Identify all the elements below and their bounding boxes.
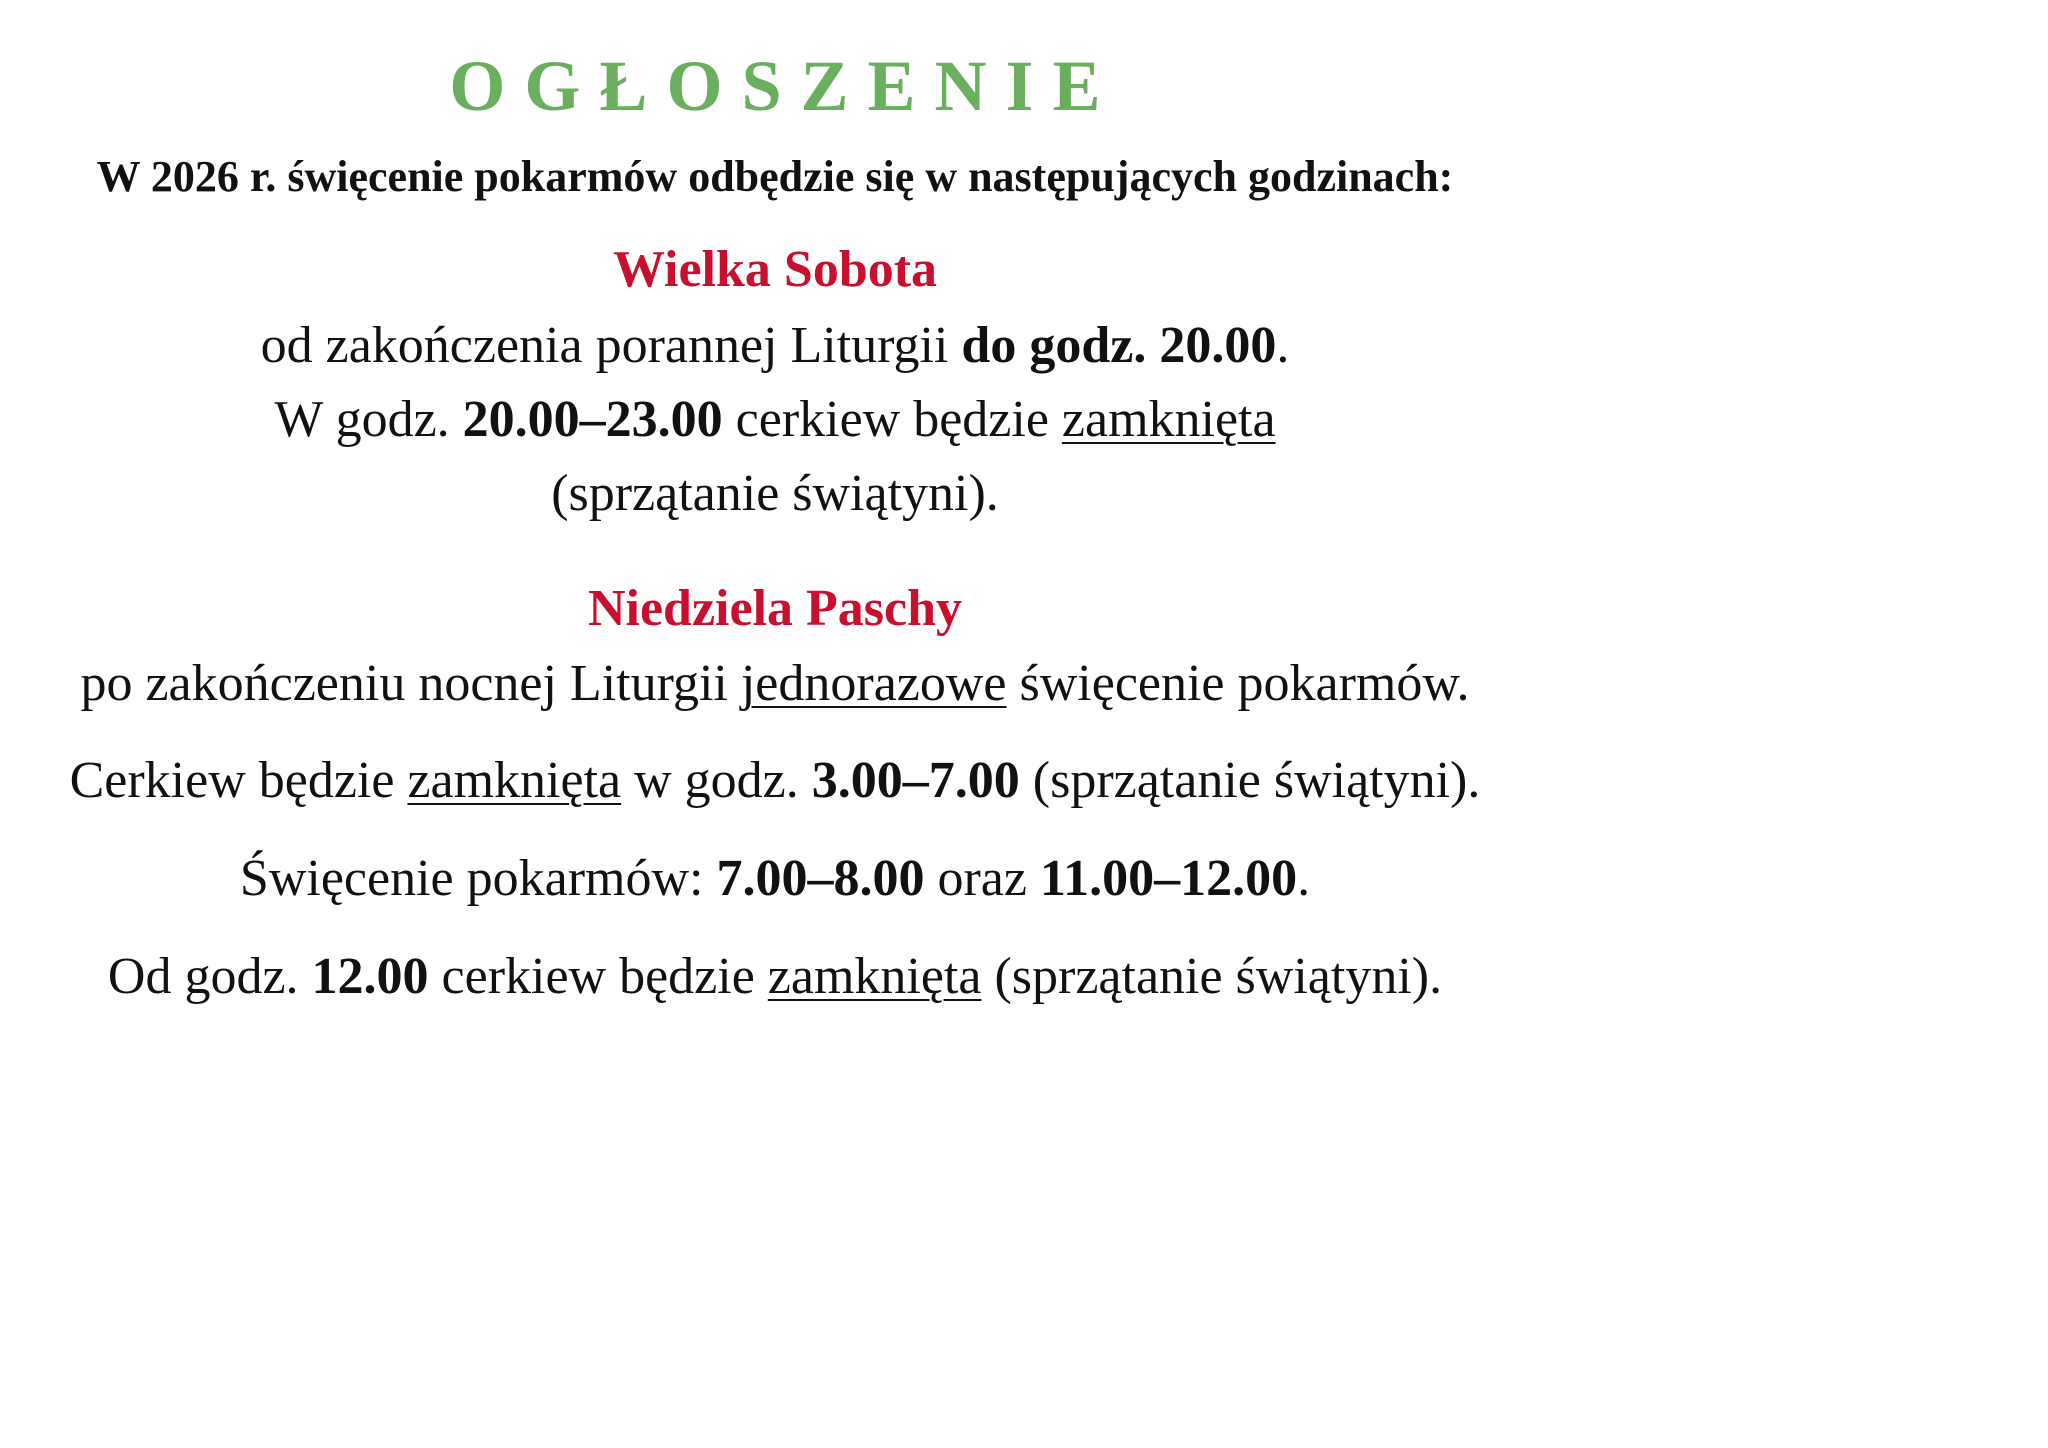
sunday-line-1-once: jednorazowe xyxy=(740,655,1007,712)
saturday-line-1-text: od zakończenia porannej Liturgii xyxy=(260,317,962,374)
saturday-line-2-closed: zamknięta xyxy=(1061,391,1276,448)
saturday-line-3: (sprzątanie świątyni). xyxy=(551,465,999,522)
sunday-line-4-text-2: cerkiew będzie xyxy=(428,948,768,1005)
saturday-line-2-text: W godz. xyxy=(274,391,463,448)
sunday-line-2-text: Cerkiew będzie xyxy=(69,752,408,809)
sunday-line-3-end: . xyxy=(1297,850,1311,907)
sunday-line-2-closed: zamknięta xyxy=(407,752,622,809)
sunday-line-2-text-3: (sprzątanie świątyni). xyxy=(1019,752,1481,809)
saturday-line-1 xyxy=(0,317,1550,374)
sunday-line-4-closed: zamknięta xyxy=(767,948,982,1005)
sunday-line-4-text-3: (sprzątanie świątyni). xyxy=(981,948,1443,1005)
sunday-line-3 xyxy=(0,850,1550,907)
sunday-line-4 xyxy=(0,948,1550,1005)
saturday-line-2-time: 20.00–23.00 xyxy=(462,391,723,448)
sunday-line-3-time-2: 11.00–12.00 xyxy=(1039,850,1298,907)
sunday-line-3-text: Święcenie pokarmów: xyxy=(239,850,717,907)
sunday-line-4-text: Od godz. xyxy=(107,948,312,1005)
sunday-heading: Niedziela Paschy xyxy=(587,580,963,637)
saturday-heading: Wielka Sobota xyxy=(612,241,938,298)
intro-text: W 2026 r. święcenie pokarmów odbędzie się w następujących godzinach: xyxy=(96,152,1454,201)
saturday-line-2-text-2: cerkiew będzie xyxy=(722,391,1062,448)
saturday-line-2 xyxy=(0,391,1550,448)
sunday-line-2-time: 3.00–7.00 xyxy=(811,752,1020,809)
sunday-line-2-text-2: w godz. xyxy=(621,752,812,809)
sunday-line-3-text-2: oraz xyxy=(924,850,1040,907)
sunday-line-3-time-1: 7.00–8.00 xyxy=(716,850,925,907)
sunday-line-2 xyxy=(0,752,1550,809)
saturday-line-1-time: do godz. 20.00 xyxy=(961,317,1277,374)
sunday-line-1 xyxy=(0,655,1550,712)
announcement-title: OGŁOSZENIE xyxy=(449,46,1120,126)
sunday-line-1-text-2: święcenie pokarmów. xyxy=(1006,655,1470,712)
saturday-line-1-end: . xyxy=(1276,317,1290,374)
sunday-line-1-text: po zakończeniu nocnej Liturgii xyxy=(80,655,741,712)
sunday-line-4-time: 12.00 xyxy=(311,948,429,1005)
